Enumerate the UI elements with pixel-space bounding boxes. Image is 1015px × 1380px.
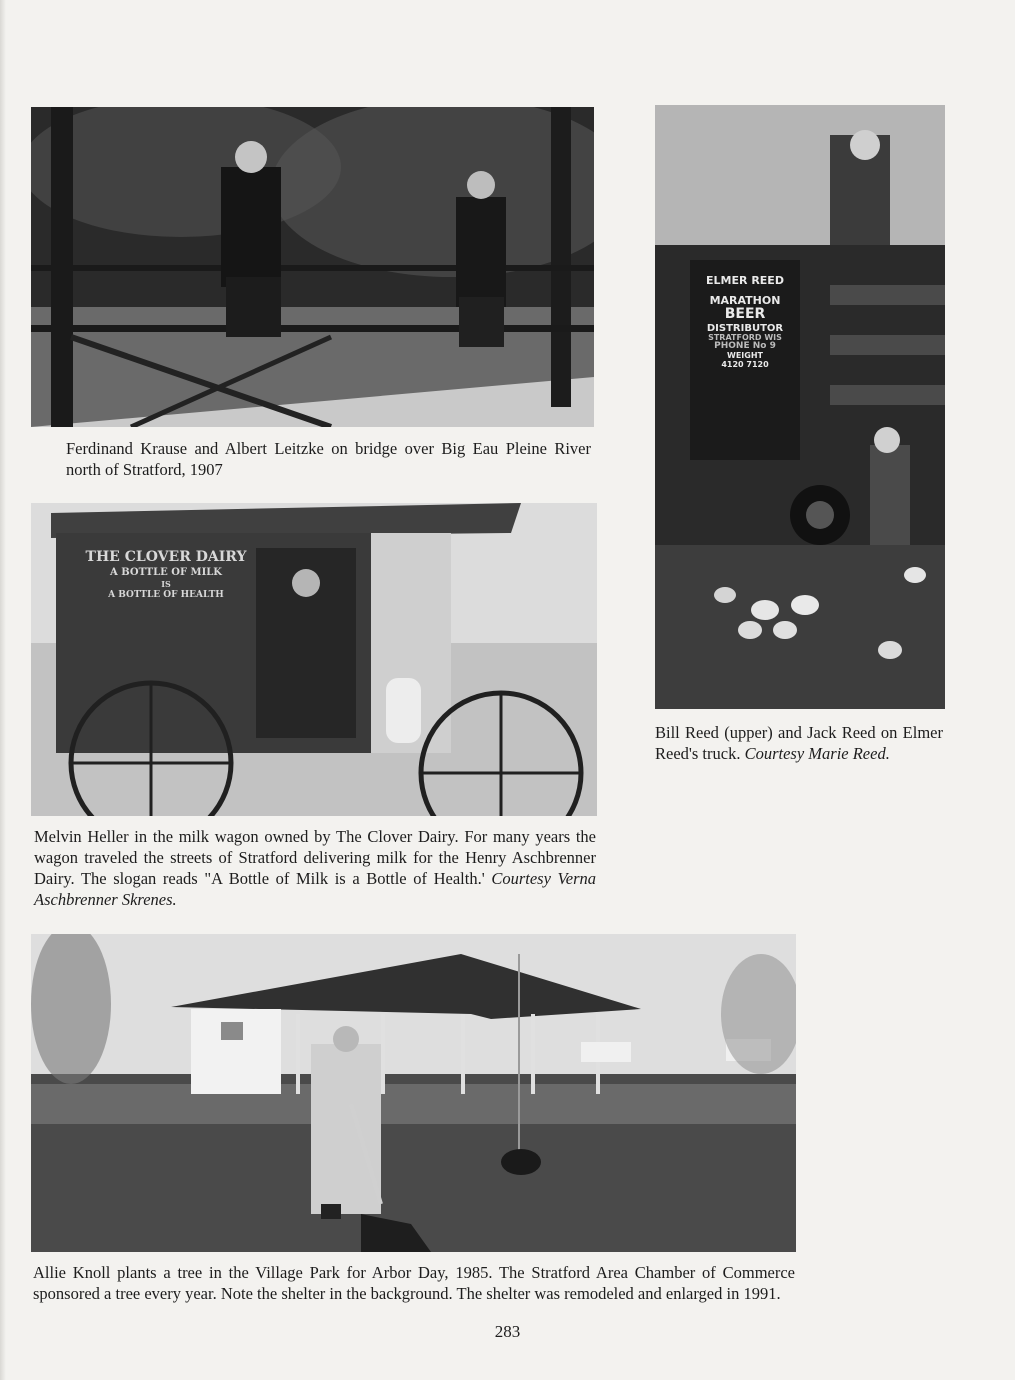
truck-sign-line: 4120 7120 [721, 360, 769, 370]
truck-sign-line: PHONE No 9 [714, 341, 776, 352]
caption-park [33, 1262, 795, 1304]
wagon-sign-line: IS [161, 579, 171, 590]
caption-truck [655, 722, 943, 764]
caption-bridge [66, 438, 591, 480]
caption-wagon-credit: Courtesy Verna Aschbrenner Skrenes. [34, 869, 597, 909]
photo-bridge [31, 107, 594, 427]
page-number: 283 [494, 1322, 521, 1341]
truck-sign-line: STRATFORD WIS [708, 332, 782, 342]
truck-sign-line: BEER [724, 306, 766, 323]
caption-wagon [34, 826, 596, 910]
photo-park [31, 934, 796, 1252]
photo-truck [655, 105, 945, 709]
caption-bridge-text: Ferdinand Krause and Albert Leitzke on bridge over Big Eau Pleine River north of Stratford, 1907 [66, 439, 591, 479]
photo-wagon [31, 503, 597, 816]
page-edge-shadow [0, 0, 6, 1380]
truck-sign [692, 275, 798, 370]
wagon-sign-line: A BOTTLE OF HEALTH [108, 589, 224, 600]
truck-sign-line: MARATHON [709, 294, 781, 308]
wagon-sign [66, 548, 266, 601]
caption-truck-credit: Courtesy Marie Reed. [744, 744, 890, 763]
caption-park-text: Allie Knoll plants a tree in the Village Park for Arbor Day, 1985. The Stratford Area Chamber of Commerce sponsored a tree every year. Note the shelter in the background. The shelter was remodeled and enlarged in 1991. [33, 1263, 795, 1303]
wagon-sign-line: THE CLOVER DAIRY [85, 549, 247, 565]
caption-wagon-text: Melvin Heller in the milk wagon owned by The Clover Dairy. For many years the wagon traveled the streets of Stratford delivering milk for the Henry Aschbrenner Dairy. The slogan reads "A Bottle of Milk is a Bottle of Health.' [34, 827, 596, 888]
truck-sign-line: DISTRIBUTOR [706, 322, 784, 334]
truck-sign-line: WEIGHT [727, 351, 763, 361]
caption-truck-text: Bill Reed (upper) and Jack Reed on Elmer Reed's truck. [655, 723, 943, 763]
wagon-sign-line: A BOTTLE OF MILK [109, 567, 222, 579]
truck-sign-line: ELMER REED [706, 274, 784, 287]
